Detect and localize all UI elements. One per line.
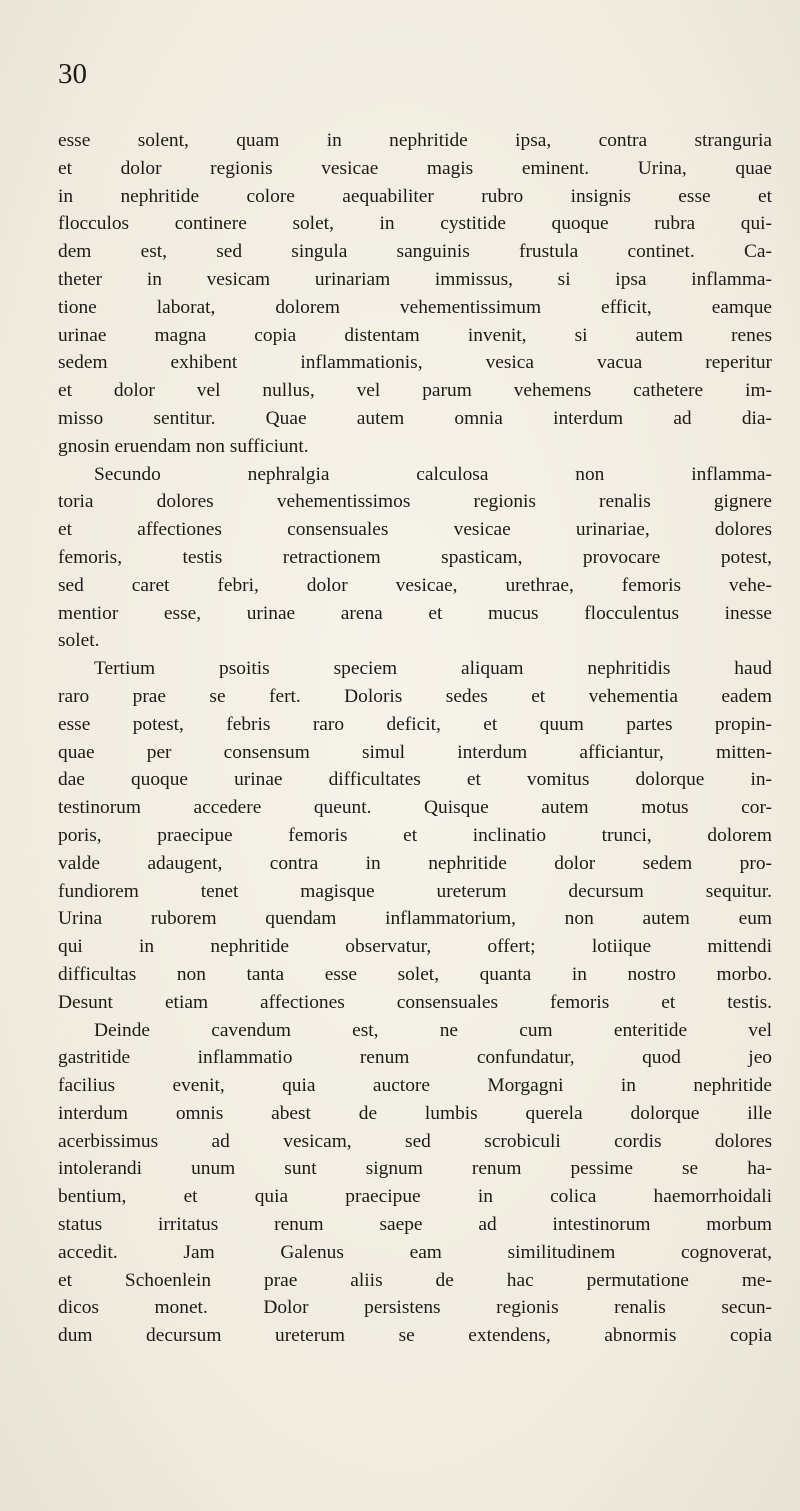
text-line: toria dolores vehementissimos regionis renalis gignere: [58, 491, 772, 513]
text-line: valde adaugent, contra in nephritide dolor sedem pro-: [58, 852, 772, 874]
text-line: et Schoenlein prae aliis de hac permutatione me-: [58, 1269, 772, 1291]
text-line: gnosin eruendam non sufficiunt.: [58, 435, 309, 457]
text-line: sed caret febri, dolor vesicae, urethrae, femoris vehe-: [58, 574, 772, 596]
text-line: solet.: [58, 630, 100, 652]
page-number: 30: [58, 58, 87, 90]
text-line: interdum omnis abest de lumbis querela dolorque ille: [58, 1102, 772, 1124]
text-line: esse potest, febris raro deficit, et quum partes propin-: [58, 713, 772, 735]
text-line: dicos monet. Dolor persistens regionis renalis secun-: [58, 1297, 772, 1319]
text-line: Tertium psoitis speciem aliquam nephritidis haud: [94, 658, 772, 680]
text-line: acerbissimus ad vesicam, sed scrobiculi cordis dolores: [58, 1130, 772, 1152]
text-line: poris, praecipue femoris et inclinatio trunci, dolorem: [58, 824, 772, 846]
text-line: intolerandi unum sunt signum renum pessime se ha-: [58, 1158, 772, 1180]
text-line: urinae magna copia distentam invenit, si autem renes: [58, 324, 772, 346]
text-line: mentior esse, urinae arena et mucus flocculentus inesse: [58, 602, 772, 624]
text-line: theter in vesicam urinariam immissus, si ipsa inflamma-: [58, 268, 772, 290]
text-line: dae quoque urinae difficultates et vomitus dolorque in-: [58, 769, 772, 791]
text-line: gastritide inflammatio renum confundatur, quod jeo: [58, 1047, 772, 1069]
text-line: Secundo nephralgia calculosa non inflamma-: [94, 463, 772, 485]
text-line: status irritatus renum saepe ad intestinorum morbum: [58, 1214, 772, 1236]
text-line: facilius evenit, quia auctore Morgagni in nephritide: [58, 1075, 772, 1097]
text-line: raro prae se fert. Doloris sedes et vehementia eadem: [58, 685, 772, 707]
text-line: testinorum accedere queunt. Quisque autem motus cor-: [58, 797, 772, 819]
text-line: femoris, testis retractionem spasticam, provocare potest,: [58, 546, 772, 568]
text-line: flocculos continere solet, in cystitide quoque rubra qui-: [58, 213, 772, 235]
text-line: misso sentitur. Quae autem omnia interdum ad dia-: [58, 407, 772, 429]
text-line: qui in nephritide observatur, offert; lotiique mittendi: [58, 936, 772, 958]
text-line: et dolor vel nullus, vel parum vehemens cathetere im-: [58, 380, 772, 402]
text-line: et dolor regionis vesicae magis eminent. Urina, quae: [58, 157, 772, 179]
text-line: dem est, sed singula sanguinis frustula continet. Ca-: [58, 241, 772, 263]
body-text: [58, 127, 772, 1350]
text-line: esse solent, quam in nephritide ipsa, contra stranguria: [58, 130, 772, 151]
text-line: tione laborat, dolorem vehementissimum efficit, eamque: [58, 296, 772, 318]
text-line: Deinde cavendum est, ne cum enteritide vel: [94, 1019, 772, 1041]
text-line: Desunt etiam affectiones consensuales femoris et testis.: [58, 991, 772, 1013]
text-line: accedit. Jam Galenus eam similitudinem cognoverat,: [58, 1241, 772, 1263]
text-line: dum decursum ureterum se extendens, abnormis copia: [58, 1325, 772, 1347]
text-line: quae per consensum simul interdum afficiantur, mitten-: [58, 741, 772, 763]
text-line: sedem exhibent inflammationis, vesica vacua reperitur: [58, 352, 772, 374]
text-line: fundiorem tenet magisque ureterum decursum sequitur.: [58, 880, 772, 902]
text-line: in nephritide colore aequabiliter rubro insignis esse et: [58, 185, 772, 207]
text-line: difficultas non tanta esse solet, quanta in nostro morbo.: [58, 963, 772, 985]
text-line: et affectiones consensuales vesicae urinariae, dolores: [58, 519, 772, 541]
text-line: Urina ruborem quendam inflammatorium, non autem eum: [58, 908, 772, 930]
text-line: bentium, et quia praecipue in colica haemorrhoidali: [58, 1186, 772, 1208]
